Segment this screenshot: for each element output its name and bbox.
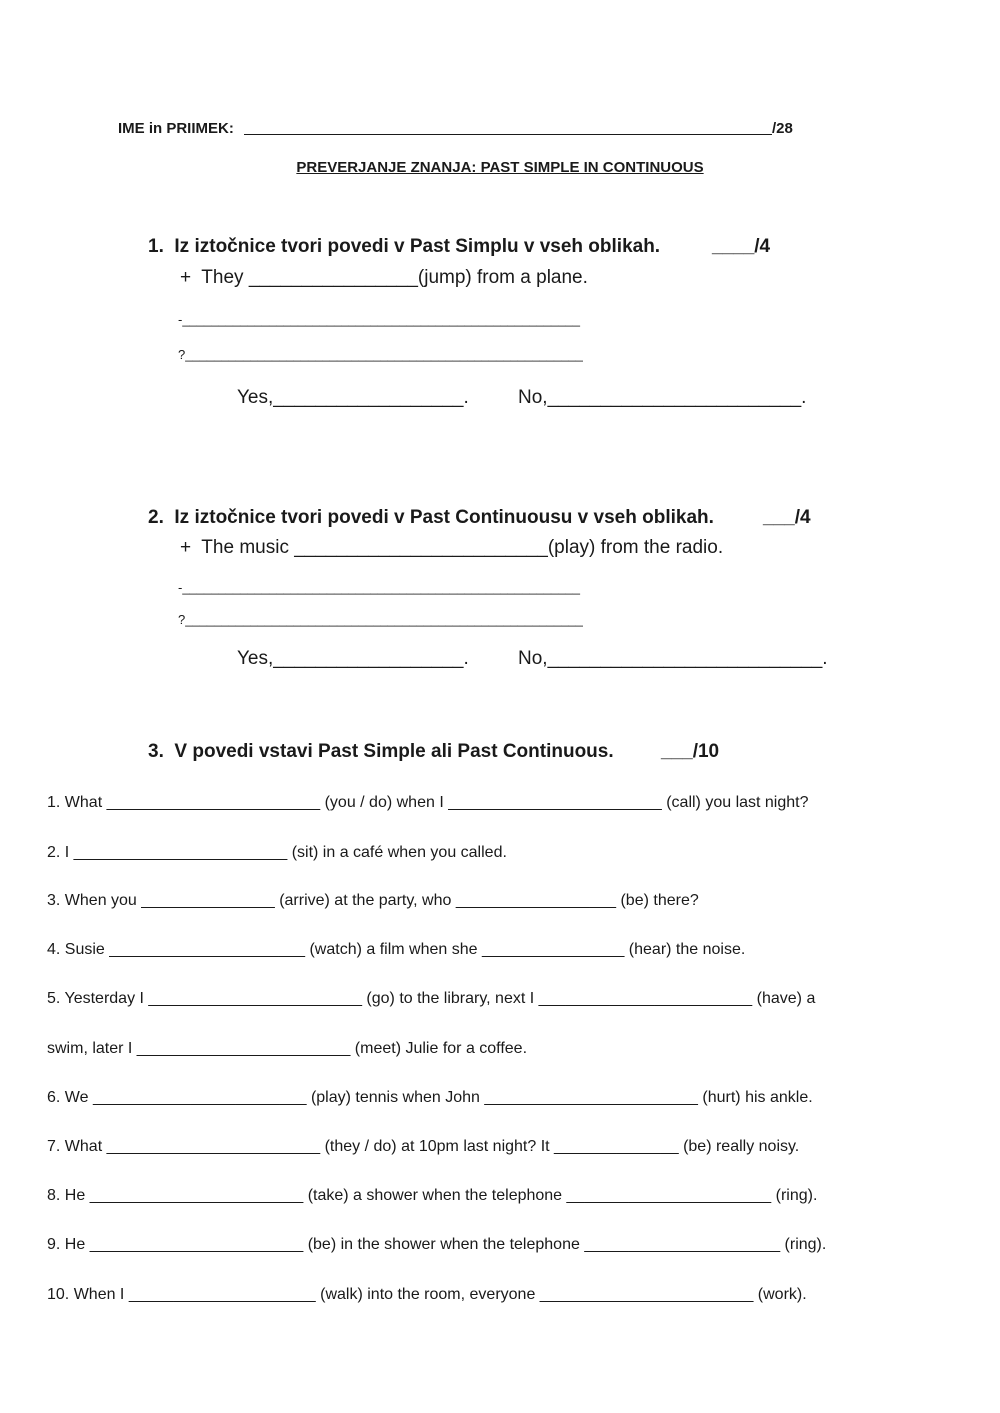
section1-minus-line[interactable]: -_______________________________________________________ — [178, 312, 580, 327]
section2-heading: 2. Iz iztočnice tvori povedi v Past Continuousu v vseh oblikah. — [148, 507, 714, 528]
section2-no-line[interactable]: No,__________________________. — [518, 648, 828, 669]
section2-minus-line[interactable]: -_______________________________________________________ — [178, 580, 580, 595]
name-input-line[interactable] — [244, 134, 772, 135]
section3-score: ___/10 — [661, 741, 720, 762]
exercise-item-10[interactable]: 10. When I _____________________ (walk) into the room, everyone ________________________ (work). — [47, 1286, 807, 1303]
section1-score: ____/4 — [712, 236, 771, 257]
section1-yes-line[interactable]: Yes,__________________. — [237, 387, 469, 408]
section2-yes-line[interactable]: Yes,__________________. — [237, 648, 469, 669]
exercise-item-1[interactable]: 1. What ________________________ (you / do) when I ________________________ (call) you last night? — [47, 794, 809, 811]
exercise-item-6[interactable]: 6. We ________________________ (play) tennis when John ________________________ (hurt) his ankle. — [47, 1089, 813, 1106]
section1-heading: 1. Iz iztočnice tvori povedi v Past Simplu v vseh oblikah. — [148, 236, 661, 257]
exercise-item-4[interactable]: 4. Susie ______________________ (watch) a film when she ________________ (hear) the noise. — [47, 941, 746, 958]
section2-score: ___/4 — [763, 507, 811, 528]
exercise-item-9[interactable]: 9. He ________________________ (be) in the shower when the telephone ______________________ (ring). — [47, 1236, 827, 1253]
section2-plus-line[interactable]: + The music ________________________(play) from the radio. — [180, 537, 724, 558]
page-title: PREVERJANJE ZNANJA: PAST SIMPLE IN CONTINUOUS — [296, 159, 704, 176]
exercise-item-3[interactable]: 3. When you _______________ (arrive) at the party, who __________________ (be) there? — [47, 892, 699, 909]
exercise-item-8[interactable]: 8. He ________________________ (take) a shower when the telephone _______________________ (ring). — [47, 1187, 818, 1204]
section1-question-line[interactable]: ?_______________________________________________________ — [178, 347, 583, 362]
section1-no-line[interactable]: No,________________________. — [518, 387, 807, 408]
section3-heading: 3. V povedi vstavi Past Simple ali Past Continuous. — [148, 741, 614, 762]
total-score: /28 — [772, 120, 793, 137]
section2-question-line[interactable]: ?_______________________________________________________ — [178, 612, 583, 627]
exercise-item-2[interactable]: 2. I ________________________ (sit) in a café when you called. — [47, 844, 507, 861]
exercise-item-5-continued[interactable]: swim, later I ________________________ (meet) Julie for a coffee. — [47, 1040, 528, 1057]
exercise-item-7[interactable]: 7. What ________________________ (they / do) at 10pm last night? It ______________ (be) really noisy. — [47, 1138, 800, 1155]
exercise-item-5[interactable]: 5. Yesterday I ________________________ (go) to the library, next I ________________________ (have) a — [47, 990, 816, 1007]
name-label: IME in PRIIMEK: — [118, 120, 234, 137]
section1-plus-line[interactable]: + They ________________(jump) from a plane. — [180, 267, 588, 288]
